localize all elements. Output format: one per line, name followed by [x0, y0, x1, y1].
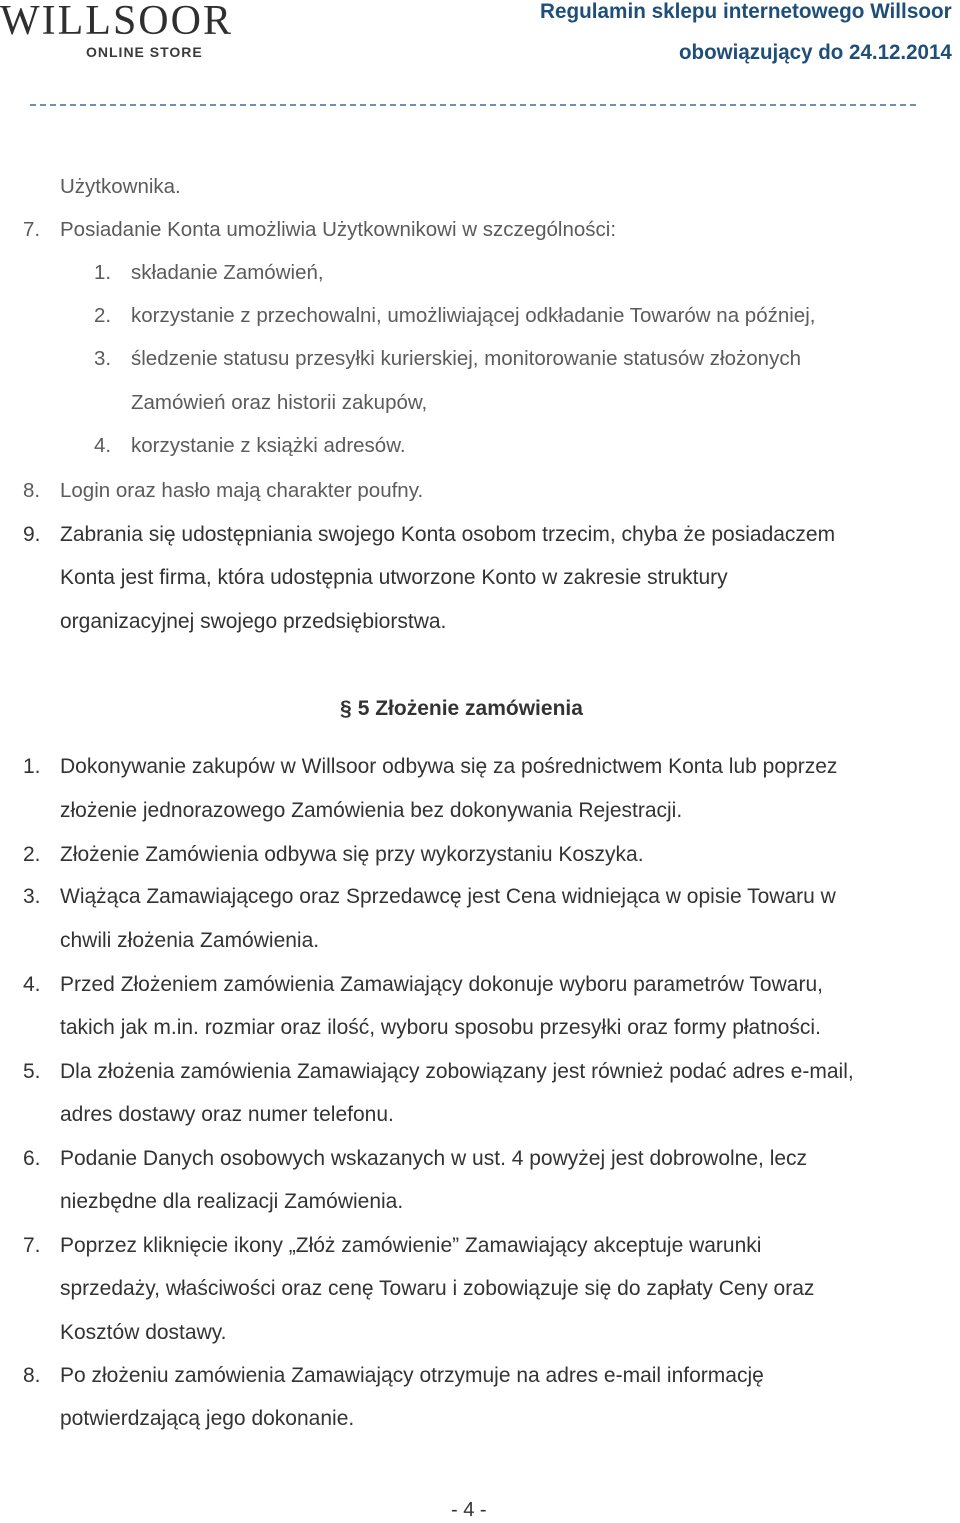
section-5-line	[0, 882, 960, 912]
list-number: 7.	[23, 1234, 41, 1257]
list-text: składanie Zamówień,	[131, 261, 324, 284]
page-number: - 4 -	[451, 1499, 487, 1521]
section-4-line	[0, 476, 960, 506]
section-4-line	[0, 215, 960, 245]
section-4-line	[0, 172, 960, 202]
list-text: adres dostawy oraz numer telefonu.	[60, 1103, 394, 1126]
document-validity: obowiązujący do 24.12.2014	[679, 41, 952, 64]
section-4-line	[0, 258, 960, 288]
list-number: 8.	[23, 1364, 41, 1387]
list-number: 4.	[94, 434, 112, 457]
section-4-line	[0, 301, 960, 331]
section-5-line	[0, 1318, 960, 1348]
section-5-line	[0, 1404, 960, 1434]
section-5-line	[0, 1057, 960, 1087]
list-text: sprzedaży, właściwości oraz cenę Towaru i zobowiązuje się do zapłaty Ceny oraz	[60, 1277, 815, 1300]
list-text: Dla złożenia zamówienia Zamawiający zobowiązany jest również podać adres e-mail,	[60, 1060, 854, 1083]
section-5-line	[0, 796, 960, 826]
section-4-line	[0, 344, 960, 374]
section-5-heading	[340, 694, 583, 724]
list-text: takich jak m.in. rozmiar oraz ilość, wyboru sposobu przesyłki oraz formy płatności.	[60, 1016, 821, 1039]
section-5-line	[0, 970, 960, 1000]
list-text: Konta jest firma, która udostępnia utworzone Konto w zakresie struktury	[60, 566, 728, 589]
section-4-line	[0, 431, 960, 461]
list-number: 5.	[23, 1060, 41, 1083]
section-5-line	[0, 1361, 960, 1391]
list-number: 8.	[23, 479, 41, 502]
list-text: Wiążąca Zamawiającego oraz Sprzedawcę jest Cena widniejąca w opisie Towaru w	[60, 885, 836, 908]
list-number: 3.	[23, 885, 41, 908]
list-text: Zamówień oraz historii zakupów,	[131, 391, 428, 414]
list-text: organizacyjnej swojego przedsiębiorstwa.	[60, 610, 447, 633]
list-number: 2.	[23, 843, 41, 866]
list-number: 6.	[23, 1147, 41, 1170]
list-number: 2.	[94, 304, 112, 327]
list-text: Złożenie Zamówienia odbywa się przy wykorzystaniu Koszyka.	[60, 843, 644, 866]
section-5-line	[0, 926, 960, 956]
list-text: potwierdzającą jego dokonanie.	[60, 1407, 355, 1430]
list-number: 4.	[23, 973, 41, 996]
list-text: Login oraz hasło mają charakter poufny.	[60, 479, 424, 502]
section-5-line	[0, 840, 960, 870]
list-text: Podanie Danych osobowych wskazanych w ust. 4 powyżej jest dobrowolne, lecz	[60, 1147, 808, 1170]
list-number: 9.	[23, 523, 41, 546]
list-text: złożenie jednorazowego Zamówienia bez dokonywania Rejestracji.	[60, 799, 683, 822]
section-5-line	[0, 1187, 960, 1217]
list-text: Zabrania się udostępniania swojego Konta osobom trzecim, chyba że posiadaczem	[60, 523, 836, 546]
section-5-line	[0, 1100, 960, 1130]
list-text: Posiadanie Konta umożliwia Użytkownikowi w szczególności:	[60, 218, 617, 241]
list-text: Użytkownika.	[60, 175, 181, 198]
willsoor-logo	[0, 0, 310, 66]
list-text: Poprzez kliknięcie ikony „Złóż zamówienie” Zamawiający akceptuje warunki	[60, 1234, 762, 1257]
section-5-line	[0, 1274, 960, 1304]
list-number: 1.	[94, 261, 112, 284]
list-text: chwili złożenia Zamówienia.	[60, 929, 320, 952]
section-5-line	[0, 1013, 960, 1043]
section-4-line	[0, 563, 960, 593]
list-number: 3.	[94, 347, 112, 370]
list-text: Po złożeniu zamówienia Zamawiający otrzymuje na adres e-mail informację	[60, 1364, 764, 1387]
list-number: 7.	[23, 218, 41, 241]
section-4-line	[0, 388, 960, 418]
list-number: 1.	[23, 755, 41, 778]
section-4-line	[0, 520, 960, 550]
section-4-line	[0, 607, 960, 637]
section-5-line	[0, 1144, 960, 1174]
list-text: śledzenie statusu przesyłki kurierskiej, monitorowanie statusów złożonych	[131, 347, 801, 370]
logo-subtext: ONLINE STORE	[86, 44, 203, 60]
section-sign: §	[340, 697, 352, 720]
logo-wordmark: WILLSOOR	[0, 0, 233, 44]
list-text: Dokonywanie zakupów w Willsoor odbywa się za pośrednictwem Konta lub poprzez	[60, 755, 838, 778]
list-text: korzystanie z przechowalni, umożliwiającej odkładanie Towarów na później,	[131, 304, 816, 327]
list-text: Przed Złożeniem zamówienia Zamawiający dokonuje wyboru parametrów Towaru,	[60, 973, 823, 996]
list-text: Kosztów dostawy.	[60, 1321, 227, 1344]
section-5-line	[0, 1231, 960, 1261]
list-text: korzystanie z książki adresów.	[131, 434, 406, 457]
section-5-line	[0, 752, 960, 782]
section-5-title: 5 Złożenie zamówienia	[357, 697, 583, 720]
header-divider	[30, 104, 916, 106]
document-title: Regulamin sklepu internetowego Willsoor	[540, 0, 953, 23]
list-text: niezbędne dla realizacji Zamówienia.	[60, 1190, 404, 1213]
